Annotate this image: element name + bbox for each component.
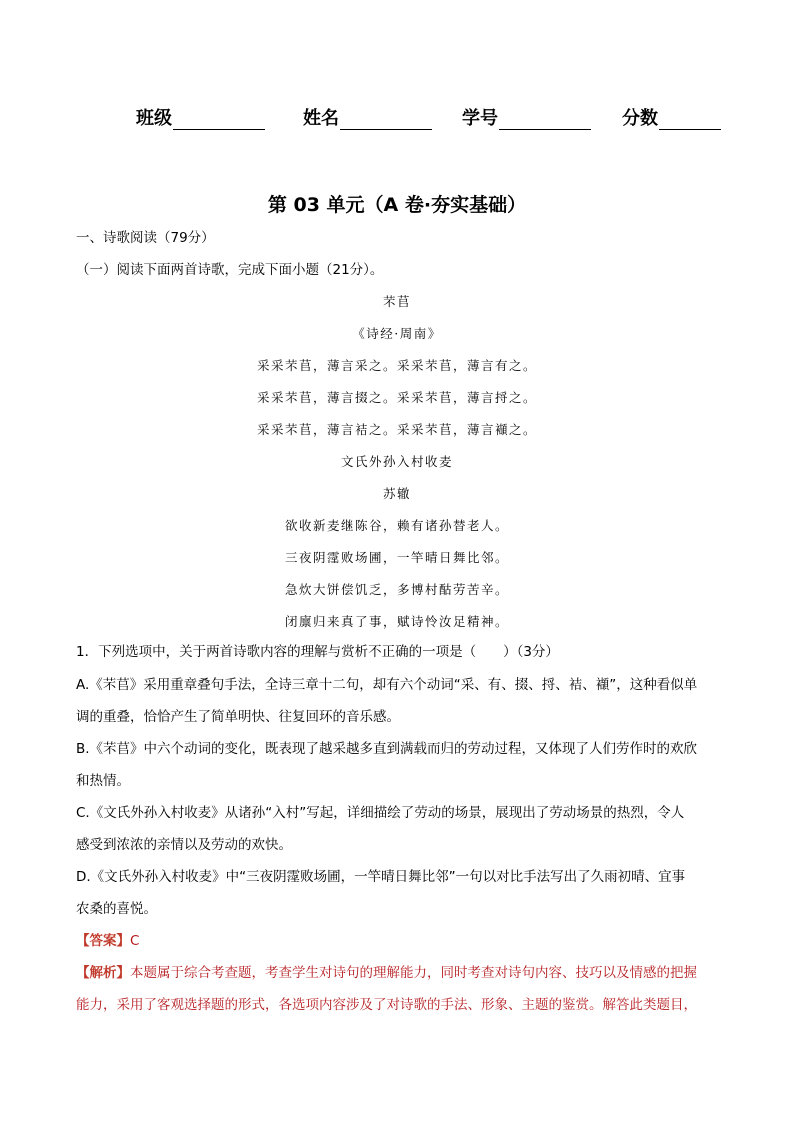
analysis-label: 【解析】 (76, 965, 130, 981)
answer-line (76, 931, 726, 951)
class-blank-line (173, 109, 265, 130)
name-blank-line (340, 109, 432, 130)
question1-stem: 1．下列选项中，关于两首诗歌内容的理解与赏析不正确的一项是（ ）（3分） (76, 644, 559, 660)
section-heading: 一、诗歌阅读（79分） (76, 230, 215, 246)
option-d-line1: D.《文氏外孙入村收麦》中“三夜阴霪败场圃，一竿晴日舞比邻”一句以对比手法写出了久雨初晴、宜事 (76, 869, 686, 885)
option-a-line2: 调的重叠，恰恰产生了简单明快、往复回环的音乐感。 (76, 709, 400, 725)
poem1-line: 采采芣苢，薄言采之。采采芣苢，薄言有之。 (256, 358, 537, 373)
subsection-heading: （一）阅读下面两首诗歌，完成下面小题（21分）。 (76, 262, 384, 278)
score-field (622, 104, 721, 130)
poem2-author: 苏辙 (382, 486, 411, 501)
class-label: 班级 (136, 108, 172, 129)
poem2-line: 闭廪归来真了事，赋诗怜汝足精神。 (284, 614, 509, 629)
answer-value: C (130, 933, 140, 949)
poem1-title: 芣苢 (382, 294, 411, 309)
option-b-line1: B.《芣苢》中六个动词的变化，既表现了越采越多直到满载而归的劳动过程，又体现了人们劳作时的欢欣 (76, 741, 698, 757)
analysis-text-1: 本题属于综合考查题，考查学生对诗句的理解能力，同时考查对诗句内容、技巧以及情感的把握 (130, 965, 697, 981)
poem2-line: 欲收新麦继陈谷，赖有诸孙替老人。 (284, 518, 509, 533)
poem2-title: 文氏外孙入村收麦 (340, 454, 453, 469)
class-field (136, 104, 265, 130)
name-field (303, 104, 432, 130)
option-d-line2: 农桑的喜悦。 (76, 901, 157, 917)
student-id-field (462, 104, 591, 130)
unit-title: 第 03 单元（A 卷·夯实基础） (267, 194, 527, 216)
option-b-line2: 和热情。 (76, 773, 130, 789)
poem1-line: 采采芣苢，薄言掇之。采采芣苢，薄言捋之。 (256, 390, 537, 405)
student-info-row (0, 104, 794, 132)
analysis-line2: 能力，采用了客观选择题的形式，各选项内容涉及了对诗歌的手法、形象、主题的鉴赏。解答此类题目， (76, 997, 697, 1013)
poem1-line: 采采芣苢，薄言袺之。采采芣苢，薄言襭之。 (256, 422, 537, 437)
poem2-line: 三夜阴霪败场圃，一竿晴日舞比邻。 (284, 550, 509, 565)
poem2-line: 急炊大饼偿饥乏，多博村酤劳苦辛。 (284, 582, 509, 597)
student-id-blank-line (499, 109, 591, 130)
analysis-line1 (76, 963, 726, 983)
name-label: 姓名 (303, 108, 339, 129)
student-id-label: 学号 (462, 108, 498, 129)
score-label: 分数 (622, 108, 658, 129)
option-a-line1: A.《芣苢》采用重章叠句手法，全诗三章十二句，却有六个动词“采、有、掇、捋、袺、襭”，这种看似单 (76, 677, 698, 693)
score-blank-line (659, 109, 721, 130)
answer-label: 【答案】 (76, 933, 130, 949)
option-c-line1: C.《文氏外孙入村收麦》从诸孙“入村”写起，详细描绘了劳动的场景，展现出了劳动场景的热烈，令人 (76, 805, 685, 821)
poem1-source: 《诗经·周南》 (352, 326, 442, 341)
option-c-line2: 感受到浓浓的亲情以及劳动的欢快。 (76, 837, 292, 853)
